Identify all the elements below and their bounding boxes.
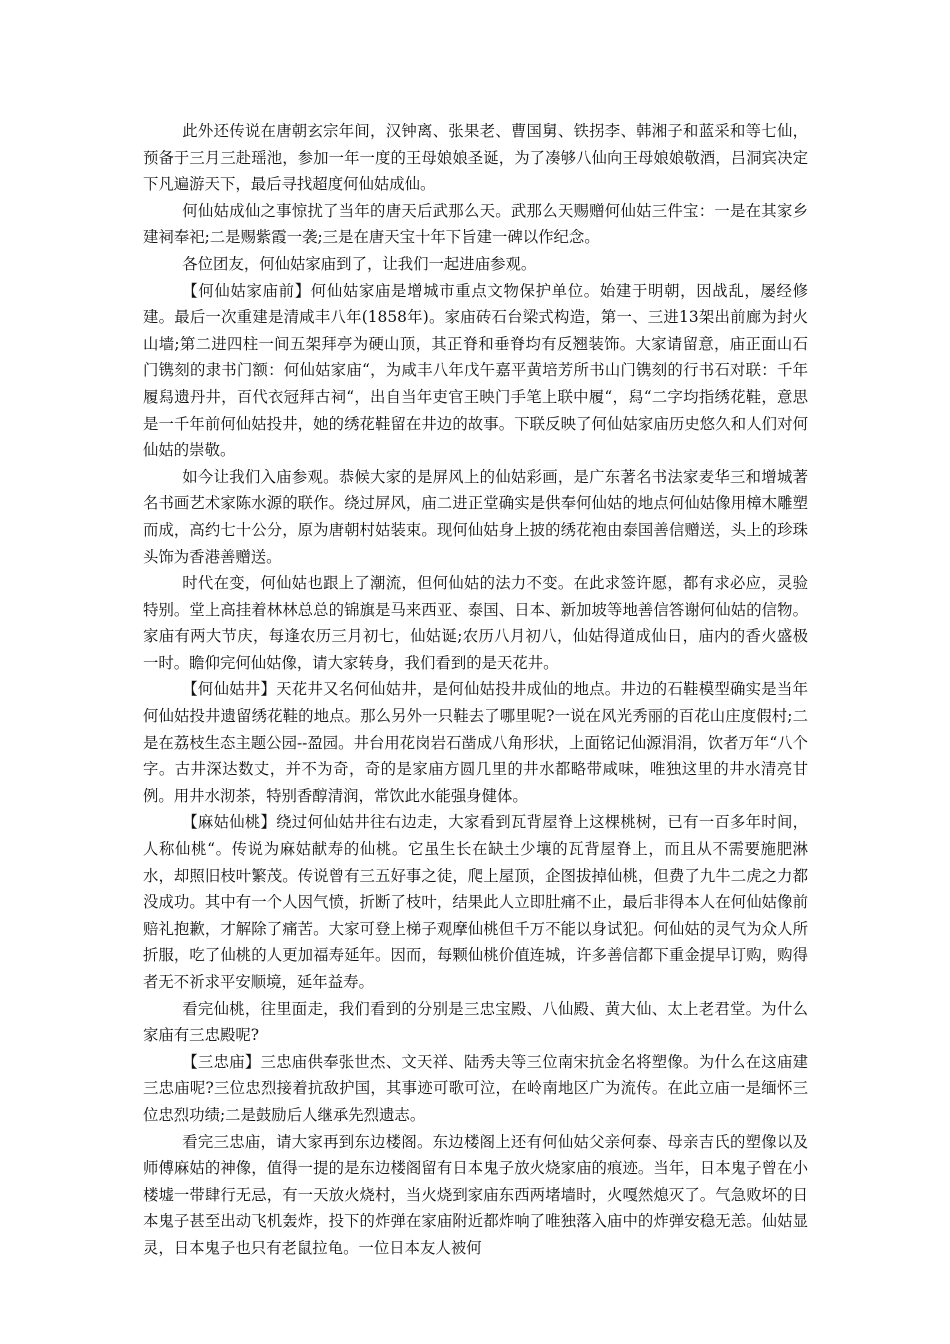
paragraph: 【麻姑仙桃】绕过何仙姑井往右边走，大家看到瓦背屋脊上这棵桃树，已有一百多年时间，人称仙桃“。传说为麻姑献寿的仙桃。它虽生长在缺土少壤的瓦背屋脊上，而且从不需要施肥淋水，却照旧枝叶繁茂。传说曾有三五好事之徒，爬上屋顶，企图拔掉仙桃，但费了九牛二虎之力都没成功。其中有一个人因气愤，折断了枝叶，结果此人立即肚痛不止，最后非得本人在何仙姑像前赔礼抱歉，才解除了痛苦。大家可登上梯子观摩仙桃但千万不能以身试犯。何仙姑的灵气为众人所折服，吃了仙桃的人更加福寿延年。因而，每颗仙桃价值连城，许多善信都下重金提早订购，购得者无不祈求平安顺境，延年益寿。 (143, 813, 808, 991)
paragraph: 【三忠庙】三忠庙供奉张世杰、文天祥、陆秀夫等三位南宋抗金名将塑像。为什么在这庙建三忠庙呢?三位忠烈接着抗敌护国，其事迹可歌可泣，在岭南地区广为流传。在此立庙一是缅怀三位忠烈功绩;二是鼓励后人继承先烈遗志。 (143, 1052, 808, 1124)
paragraph: 看完仙桃，往里面走，我们看到的分别是三忠宝殿、八仙殿、黄大仙、太上老君堂。为什么家庙有三忠殿呢? (143, 999, 808, 1045)
paragraph: 【何仙姑家庙前】何仙姑家庙是增城市重点文物保护单位。始建于明朝，因战乱，屡经修建。最后一次重建是清咸丰八年(1858年)。家庙砖石台梁式构造，第一、三进13架出前廊为封火山墙;第二进四柱一间五架拜亭为硬山顶，其正脊和垂脊均有反翘装饰。大家请留意，庙正面山石门镌刻的隶书门额：何仙姑家庙“，为咸丰八年戊午嘉平黄培芳所书山门镌刻的行书石对联：千年履舄遗丹井，百代衣冠拜古祠“，出自当年吏官王映门手笔上联中履“，舄“二字均指绣花鞋，意思是一千年前何仙姑投井，她的绣花鞋留在井边的故事。下联反映了何仙姑家庙历史悠久和人们对何仙姑的崇敬。 (143, 281, 808, 460)
paragraph: 如今让我们入庙参观。恭候大家的是屏风上的仙姑彩画，是广东著名书法家麦华三和增城著名书画艺术家陈水源的联作。绕过屏风，庙二进正堂确实是供奉何仙姑的地点何仙姑像用樟木雕塑而成，高约七十公分，原为唐朝村姑装束。现何仙姑身上披的绣花袍由泰国善信赠送，头上的珍珠头饰为香港善赠送。 (143, 467, 808, 566)
paragraph: 此外还传说在唐朝玄宗年间，汉钟离、张果老、曹国舅、铁拐李、韩湘子和蓝采和等七仙，预备于三月三赴瑶池，参加一年一度的王母娘娘圣诞，为了凑够八仙向王母娘娘敬酒，吕洞宾决定下凡遍游天下，最后寻找超度何仙姑成仙。 (143, 122, 808, 194)
paragraph: 何仙姑成仙之事惊扰了当年的唐天后武那么天。武那么天赐赠何仙姑三件宝：一是在其家乡建祠奉祀;二是赐紫霞一袭;三是在唐天宝十年下旨建一碑以作纪念。 (143, 201, 808, 247)
paragraph: 各位团友，何仙姑家庙到了，让我们一起进庙参观。 (182, 254, 537, 273)
document-page (143, 118, 808, 1262)
paragraph: 看完三忠庙，请大家再到东边楼阁。东边楼阁上还有何仙姑父亲何泰、母亲吉氏的塑像以及师傅麻姑的神像，值得一提的是东边楼阁留有日本鬼子放火烧家庙的痕迹。当年，日本鬼子曾在小楼墟一带肆行无忌，有一天放火烧村，当火烧到家庙东西两堵墙时，火嘎然熄灭了。气急败坏的日本鬼子甚至出动飞机轰炸，投下的炸弹在家庙附近都炸响了唯独落入庙中的炸弹安稳无恙。仙姑显灵，日本鬼子也只有老鼠拉龟。一位日本友人被何 (143, 1132, 808, 1257)
paragraph: 时代在变，何仙姑也跟上了潮流，但何仙姑的法力不变。在此求签许愿，都有求必应，灵验特别。堂上高挂着林林总总的锦旗是马来西亚、泰国、日本、新加坡等地善信答谢何仙姑的信物。家庙有两大节庆，每逢农历三月初七，仙姑诞;农历八月初八，仙姑得道成仙日，庙内的香火盛极一时。瞻仰完何仙姑像，请大家转身，我们看到的是天花井。 (143, 574, 808, 672)
paragraph: 【何仙姑井】天花井又名何仙姑井，是何仙姑投井成仙的地点。井边的石鞋模型确实是当年何仙姑投井遗留绣花鞋的地点。那么另外一只鞋去了哪里呢?一说在风光秀丽的百花山庄度假村;二是在荔枝生态主题公园--盈园。井台用花岗岩石凿成八角形状，上面铭记仙源涓涓，饮者万年“八个字。古井深达数丈，并不为奇，奇的是家庙方圆几里的井水都略带咸味，唯独这里的井水清亮甘例。用井水沏茶，特别香醇清润，常饮此水能强身健体。 (143, 680, 808, 805)
